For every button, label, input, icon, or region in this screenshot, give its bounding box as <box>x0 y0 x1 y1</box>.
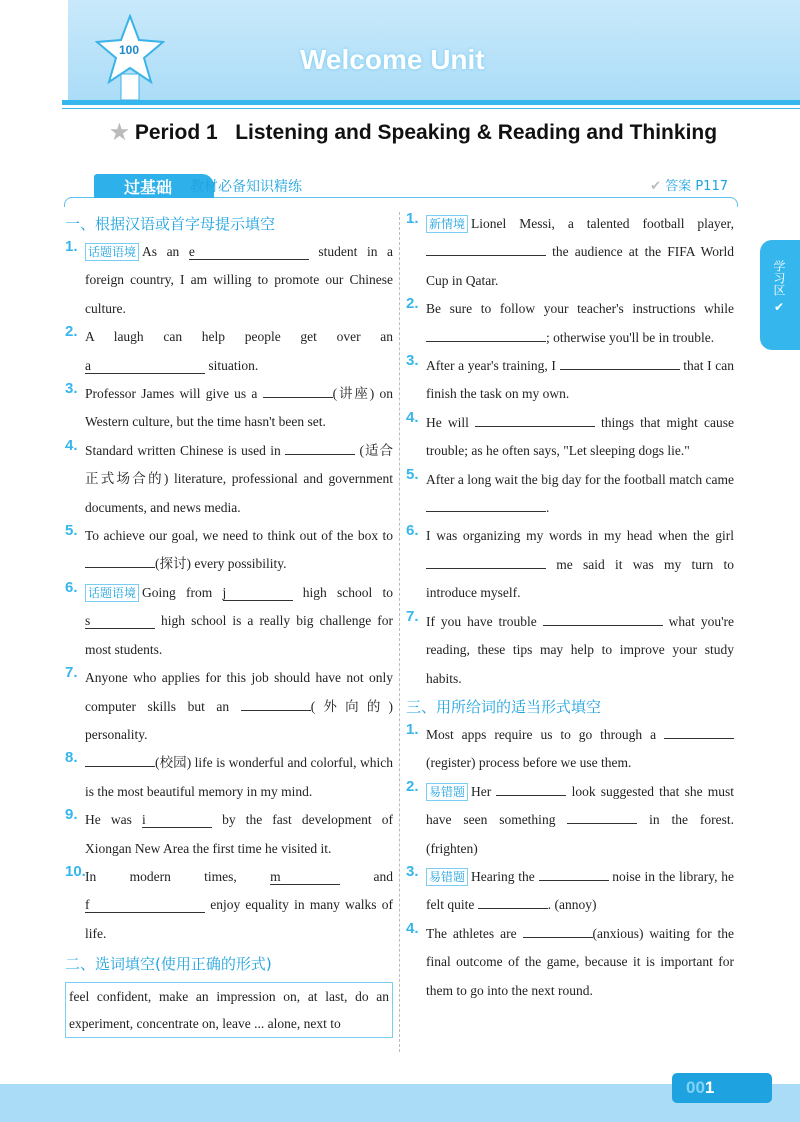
item-number: 4. <box>406 919 419 937</box>
item-text: (适合正式场合的) literature, professional and government documents, and news media. <box>85 442 393 515</box>
item-number: 2. <box>406 295 419 313</box>
section-heading-1: 一、根据汉语或首字母提示填空 <box>65 215 276 233</box>
answer-blank[interactable] <box>285 439 355 455</box>
item-text: Professor James will give us a <box>85 386 263 402</box>
item-text: Most apps require us to go through a <box>426 726 664 742</box>
answer-blank[interactable] <box>496 780 566 796</box>
item-text: things that might cause trouble; as he often says, "Let sleeping dogs lie." <box>426 414 734 459</box>
exercise-item <box>406 721 734 778</box>
answer-blank[interactable] <box>263 382 333 398</box>
item-text: in the forest. (frighten) <box>426 812 734 856</box>
item-text: (校园) life is wonderful and colorful, which is the most beautiful memory in my mind. <box>85 755 393 799</box>
answer-link[interactable] <box>650 175 728 194</box>
topic-tag: 易错题 <box>426 783 468 801</box>
answer-blank[interactable] <box>426 240 546 256</box>
answer-blank[interactable] <box>426 496 546 512</box>
item-number: 6. <box>406 522 419 540</box>
item-number: 3. <box>65 380 78 398</box>
exercise-item <box>65 323 393 380</box>
divider <box>62 100 800 105</box>
item-text: that I can finish the task on my own. <box>426 358 734 402</box>
item-text: Anyone who applies for this job should have not only computer skills but an <box>85 670 393 714</box>
section-heading-3: 三、用所给词的适当形式填空 <box>406 697 602 716</box>
item-number: 4. <box>65 436 78 454</box>
item-text: and <box>340 868 393 884</box>
check-icon: ✔ <box>772 299 786 314</box>
section-tag: 过基础 <box>94 174 214 198</box>
exercise-item <box>65 380 393 437</box>
item-number: 1. <box>406 720 419 738</box>
item-number: 2. <box>65 323 78 341</box>
exercise-item <box>65 863 393 948</box>
item-text: student in a foreign country, I am willing to promote our Chinese culture. <box>85 244 393 316</box>
exercise-list-1 <box>65 238 393 948</box>
item-text: noise in the library, he felt quite <box>426 868 734 913</box>
item-number: 10. <box>65 862 86 880</box>
exercise-item <box>406 409 734 466</box>
item-number: 3. <box>406 352 419 370</box>
item-text: (anxious) waiting for the final outcome of the game, because it is important for them to go into the next round. <box>426 925 735 998</box>
period-title-text: Period 1 Listening and Speaking & Reading and Thinking <box>134 121 718 144</box>
topic-tag: 新情境 <box>426 215 468 233</box>
exercise-item <box>406 778 734 863</box>
item-number: 9. <box>65 806 78 824</box>
exercise-item <box>65 806 393 863</box>
topic-tag: 话题语境 <box>85 584 139 602</box>
answer-blank[interactable]: j <box>223 585 293 601</box>
item-number: 7. <box>65 664 78 682</box>
answer-blank[interactable]: e <box>189 244 309 260</box>
item-number: 2. <box>406 777 419 795</box>
answer-blank[interactable] <box>543 610 663 626</box>
exercise-item <box>65 522 393 579</box>
exercise-item <box>406 352 734 409</box>
answer-blank[interactable] <box>664 723 734 739</box>
exercise-item <box>406 210 734 295</box>
exercise-item <box>406 522 734 607</box>
item-text: situation. <box>205 357 259 373</box>
item-number: 5. <box>65 522 78 540</box>
item-text: look suggested that she must have seen something <box>426 783 734 828</box>
item-number: 1. <box>65 238 78 255</box>
item-text: Hearing the <box>471 868 539 884</box>
item-text: After a year's training, I <box>426 358 560 374</box>
item-text: As an <box>142 244 189 259</box>
item-text: Standard written Chinese is used in <box>85 442 286 458</box>
answer-blank[interactable] <box>85 751 155 767</box>
check-icon: ✔ <box>650 179 662 194</box>
answer-blank[interactable] <box>426 326 546 342</box>
item-text: Going from <box>142 584 223 600</box>
answer-blank[interactable]: m <box>270 869 340 885</box>
item-number: 8. <box>65 749 78 767</box>
item-text: Be sure to follow your teacher's instructions while <box>426 301 734 317</box>
topic-tag: 话题语境 <box>85 243 139 261</box>
answer-blank[interactable]: i <box>142 812 212 828</box>
exercise-list-3 <box>406 721 734 1005</box>
exercise-item <box>65 437 393 522</box>
section-frame <box>64 197 738 207</box>
item-text: After a long wait the big day for the football match came <box>426 471 734 487</box>
item-text: by the fast development of Xiongan New Area the first time he visited it. <box>85 812 393 856</box>
item-text: what you're reading, these tips may help to improve your study habits. <box>426 613 735 686</box>
exercise-item <box>65 664 393 749</box>
item-text: A laugh can help people get over an <box>85 329 393 345</box>
page-number <box>672 1073 772 1103</box>
item-number: 7. <box>406 607 419 625</box>
topic-tag: 易错题 <box>426 868 468 886</box>
answer-blank[interactable] <box>85 552 155 568</box>
item-text: If you have trouble <box>426 613 543 629</box>
item-text: (讲座) on Western culture, but the time hasn't been set. <box>85 386 393 430</box>
section-subtitle: 教材必备知识精练 <box>190 179 302 195</box>
item-text: high school is a really big challenge for most students. <box>85 613 393 657</box>
answer-blank[interactable] <box>560 354 680 370</box>
answer-blank[interactable] <box>523 922 593 938</box>
item-text: . <box>546 500 550 516</box>
item-text: (探讨) every possibility. <box>155 556 287 572</box>
exercise-item <box>406 608 734 693</box>
section-bar <box>64 170 738 206</box>
answer-text: 答案 P117 <box>665 179 728 194</box>
item-number: 5. <box>406 465 419 483</box>
side-tab-label: 学习区 <box>772 260 786 296</box>
section-heading-2: 二、选词填空(使用正确的形式) <box>65 955 272 974</box>
answer-blank[interactable]: f <box>85 897 205 913</box>
item-number: 3. <box>406 862 419 880</box>
item-text: He will <box>426 414 475 430</box>
answer-blank[interactable]: s <box>85 613 155 629</box>
item-number: 4. <box>406 408 419 426</box>
answer-blank[interactable] <box>475 411 595 427</box>
item-text: To achieve our goal, we need to think out of the box to <box>85 528 393 544</box>
answer-blank[interactable] <box>478 893 548 909</box>
exercise-item <box>65 238 393 323</box>
star-mascot-icon <box>95 14 165 102</box>
svg-text:100: 100 <box>119 43 140 57</box>
item-number: 6. <box>65 578 78 596</box>
exercise-item <box>406 863 734 920</box>
item-text: high school to <box>292 584 394 600</box>
answer-blank[interactable] <box>567 808 637 824</box>
item-text: Lionel Messi, a talented football player, <box>471 216 734 231</box>
page-current: 1 <box>704 1078 715 1097</box>
period-title <box>110 120 717 145</box>
right-column <box>406 210 734 1005</box>
word-bank: feel confident, make an impression on, at last, do an experiment, concentrate on, leave ... alone, next to <box>65 982 393 1038</box>
item-text: He was <box>85 812 142 828</box>
item-number: 1. <box>406 210 419 227</box>
unit-title: Welcome Unit <box>300 44 485 75</box>
exercise-item <box>65 749 393 806</box>
exercise-item <box>65 579 393 664</box>
column-divider <box>399 212 400 1052</box>
left-column <box>65 210 393 1038</box>
exercise-item <box>406 295 734 352</box>
item-text: The athletes are <box>426 925 523 941</box>
item-text: the audience at the FIFA World Cup in Qatar. <box>426 244 734 288</box>
exercise-item <box>406 466 734 523</box>
item-text: ; otherwise you'll be in trouble. <box>546 329 715 345</box>
item-text: I was organizing my words in my head when the girl <box>426 528 734 544</box>
item-text: (register) process before we use them. <box>426 755 632 771</box>
divider <box>62 108 800 109</box>
answer-blank[interactable] <box>426 553 546 569</box>
item-text: (外向的) personality. <box>85 698 393 742</box>
answer-blank[interactable] <box>539 865 609 881</box>
page-prefix: 00 <box>686 1078 705 1097</box>
item-text: . (annoy) <box>547 897 597 913</box>
item-text: Her <box>471 783 497 799</box>
exercise-list-2 <box>406 210 734 693</box>
star-icon: ★ <box>110 121 129 144</box>
study-area-tab[interactable] <box>760 240 800 350</box>
item-text: enjoy equality in many walks of life. <box>85 897 393 941</box>
item-text: In modern times, <box>85 868 271 884</box>
answer-blank[interactable] <box>241 695 311 711</box>
answer-blank[interactable]: a <box>85 358 205 374</box>
item-text: me said it was my turn to introduce myself. <box>426 556 734 601</box>
exercise-item <box>406 920 734 1005</box>
